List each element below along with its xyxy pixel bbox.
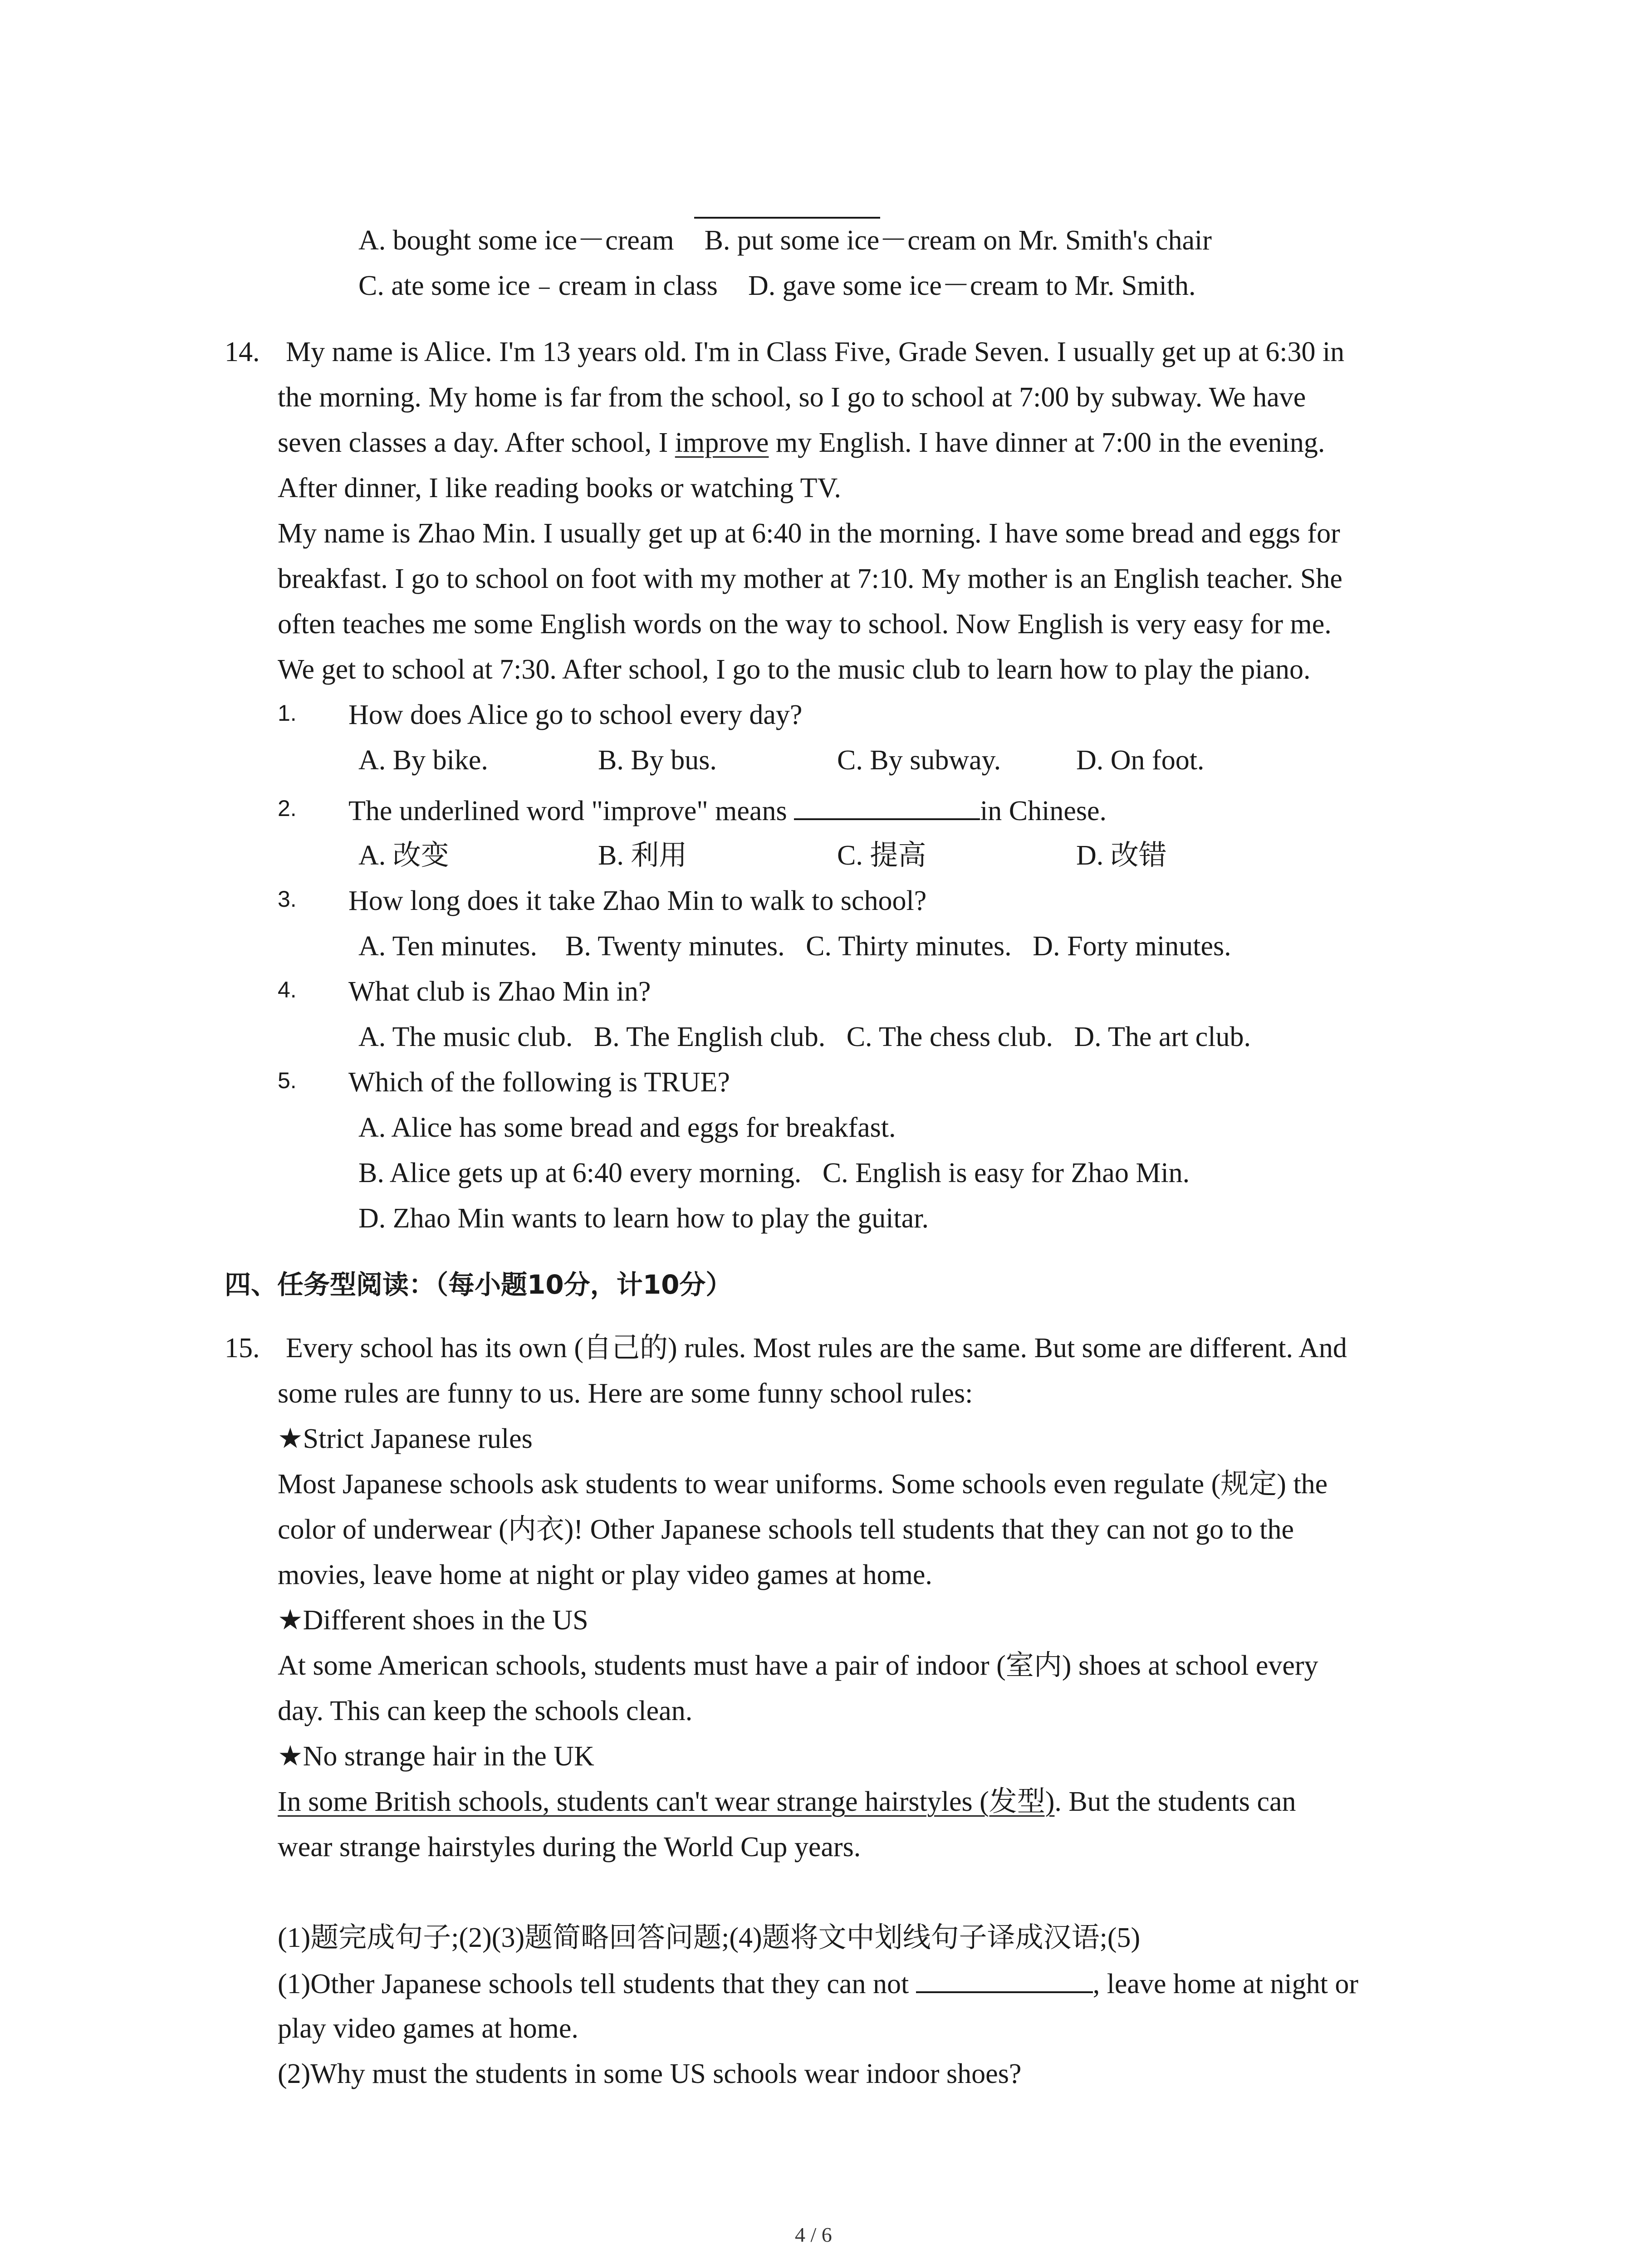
sub-question-number: 5. <box>278 1068 297 1093</box>
section-heading: 四、任务型阅读：（每小题10分，计10分） <box>225 1269 732 1300</box>
sub-question-text: Which of the following is TRUE? <box>348 1067 730 1098</box>
passage-text: . But the students can <box>1054 1786 1296 1817</box>
sub-question-number: 3. <box>278 886 297 912</box>
option-c: C. By subway. <box>837 745 1001 776</box>
q14-passage-line <box>278 424 1325 462</box>
q14-passage-line: breakfast. I go to school on foot with my mother at 7:10. My mother is an English teacher. She <box>278 563 1342 594</box>
sub-question-text <box>348 791 1107 830</box>
q15-passage-line: wear strange hairstyles during the World Cup years. <box>278 1832 861 1862</box>
question-text: The underlined word "improve" means <box>348 796 794 826</box>
q15-passage-line: Every school has its own (自己的) rules. Most rules are the same. But some are different. And <box>286 1333 1347 1364</box>
passage-text: seven classes a day. After school, I <box>278 427 675 458</box>
options-line: A. The music club. B. The English club. C. The chess club. D. The art club. <box>358 1022 1251 1052</box>
option-d: D. Zhao Min wants to learn how to play the guitar. <box>358 1203 929 1234</box>
q13-option-b: B. put some ice－cream on Mr. Smith's chair <box>704 225 1212 256</box>
question-text: (1)Other Japanese schools tell students that they can not <box>278 1969 916 1999</box>
option-b: B. By bus. <box>598 745 717 776</box>
q15-passage-line: movies, leave home at night or play video games at home. <box>278 1559 932 1590</box>
underlined-word-improve: improve <box>675 427 769 458</box>
option-d: D. On foot. <box>1076 745 1205 776</box>
passage-text: my English. I have dinner at 7:00 in the evening. <box>769 427 1325 458</box>
options-line: B. Alice gets up at 6:40 every morning. C. English is easy for Zhao Min. <box>358 1158 1190 1188</box>
q15-passage-line: Most Japanese schools ask students to wear uniforms. Some schools even regulate (规定) the <box>278 1469 1328 1500</box>
options-line: A. Ten minutes. B. Twenty minutes. C. Thirty minutes. D. Forty minutes. <box>358 931 1231 962</box>
q13-options-line-2 <box>358 267 1196 305</box>
q15-passage-line: color of underwear (内衣)! Other Japanese schools tell students that they can not go to the <box>278 1514 1294 1545</box>
q15-passage-line: At some American schools, students must have a pair of indoor (室内) shoes at school every <box>278 1650 1318 1681</box>
option-a: A. By bike. <box>358 745 488 776</box>
q15-subheading: ★Different shoes in the US <box>278 1605 588 1636</box>
sub-question-text: How long does it take Zhao Min to walk to school? <box>348 885 927 916</box>
answer-blank <box>794 791 980 820</box>
q13-option-c: C. ate some ice﹣cream in class <box>358 270 718 301</box>
task-1-line-2: play video games at home. <box>278 2013 578 2044</box>
sub-question-text: What club is Zhao Min in? <box>348 976 651 1007</box>
q13-option-a: A. bought some ice－cream <box>358 225 674 256</box>
q15-subheading: ★Strict Japanese rules <box>278 1423 533 1454</box>
sub-question-number: 2. <box>278 796 297 821</box>
q14-passage-line: the morning. My home is far from the school, so I go to school at 7:00 by subway. We have <box>278 382 1306 413</box>
underlined-sentence: In some British schools, students can't wear strange hairstyles (发型) <box>278 1786 1055 1817</box>
q14-number: 14. <box>225 337 260 367</box>
option-b: B. 利用 <box>598 840 687 871</box>
q15-passage-line <box>278 1783 1296 1821</box>
q15-passage-line: some rules are funny to us. Here are some funny school rules: <box>278 1378 973 1409</box>
sub-question-number: 1. <box>278 700 297 726</box>
answer-blank <box>916 1964 1093 1993</box>
task-1 <box>278 1964 1358 2003</box>
sub-question-text: How does Alice go to school every day? <box>348 699 803 730</box>
question-text: in Chinese. <box>980 796 1107 826</box>
q14-passage-line: After dinner, I like reading books or watching TV. <box>278 473 841 503</box>
q15-subheading: ★No strange hair in the UK <box>278 1741 594 1772</box>
q15-passage-line: day. This can keep the schools clean. <box>278 1696 693 1726</box>
option-a: A. 改变 <box>358 840 449 871</box>
option-d: D. 改错 <box>1076 840 1167 871</box>
sub-question-number: 4. <box>278 977 297 1002</box>
option-a: A. Alice has some bread and eggs for breakfast. <box>358 1112 896 1143</box>
q14-passage-line: My name is Zhao Min. I usually get up at 6:40 in the morning. I have some bread and eggs for <box>278 518 1340 549</box>
q13-option-d: D. gave some ice－cream to Mr. Smith. <box>748 270 1196 301</box>
option-c: C. 提高 <box>837 840 926 871</box>
q13-options-line-1 <box>358 221 1212 259</box>
task-2: (2)Why must the students in some US schools wear indoor shoes? <box>278 2058 1022 2089</box>
q14-passage-line: often teaches me some English words on the way to school. Now English is very easy for me. <box>278 609 1332 640</box>
q15-instructions: (1)题完成句子;(2)(3)题简略回答问题;(4)题将文中划线句子译成汉语;(5) <box>278 1922 1141 1953</box>
q14-passage-line: We get to school at 7:30. After school, I go to the music club to learn how to play the piano. <box>278 654 1311 685</box>
q14-passage-line: My name is Alice. I'm 13 years old. I'm in Class Five, Grade Seven. I usually get up at 6:30 in <box>286 337 1345 367</box>
page-number: 4 / 6 <box>795 2223 832 2246</box>
answer-blank-q13 <box>694 190 880 219</box>
question-text: , leave home at night or <box>1092 1969 1359 1999</box>
q15-number: 15. <box>225 1333 260 1364</box>
